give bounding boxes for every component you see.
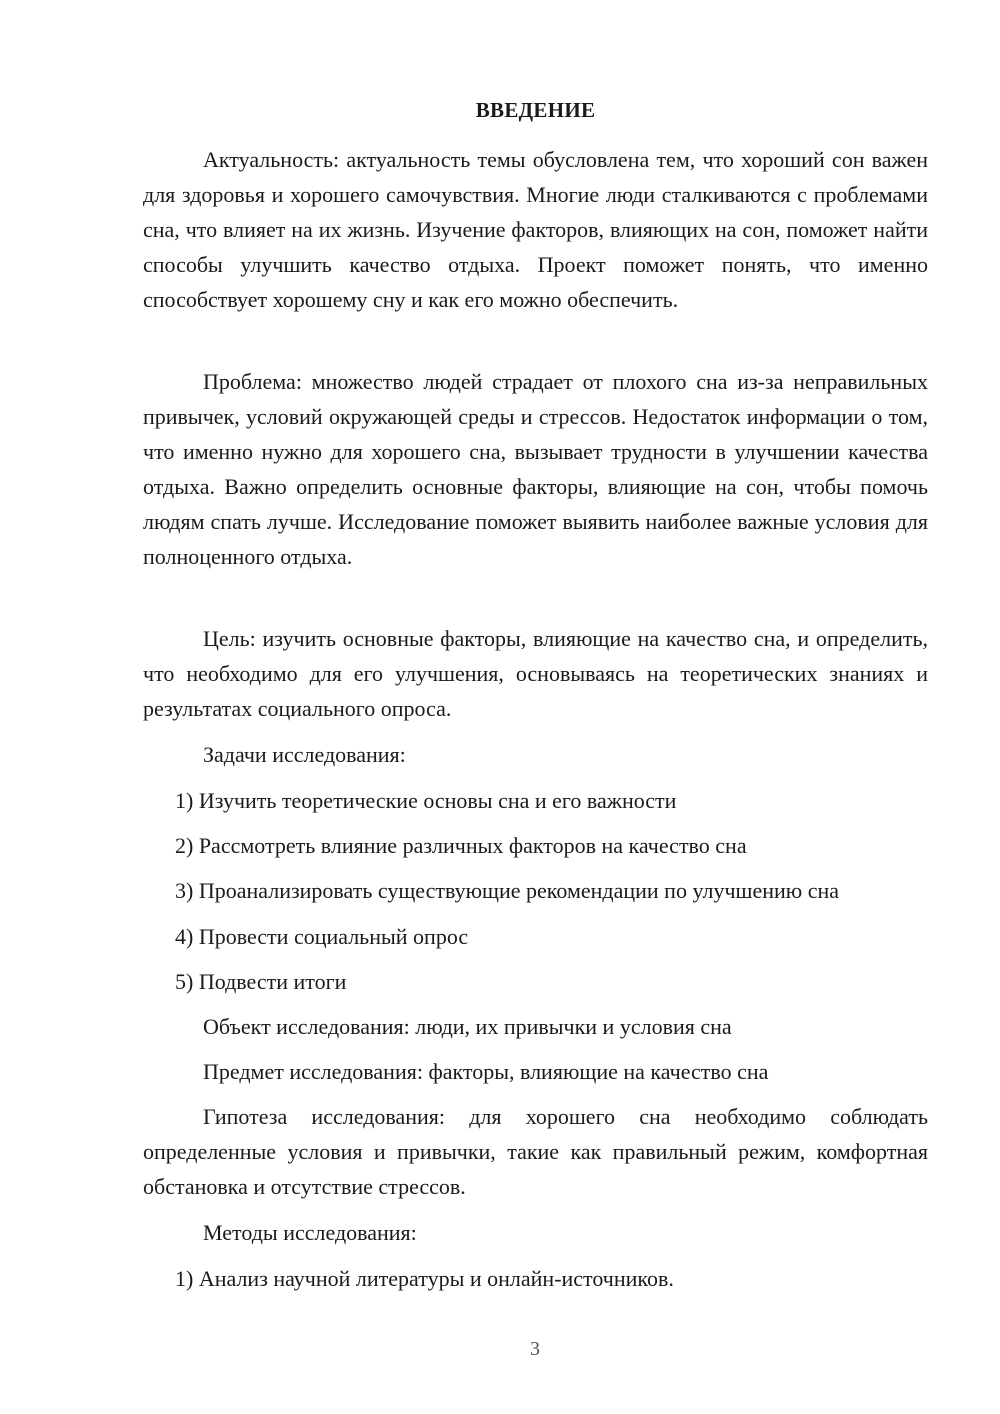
task-item: 1) Изучить теоретические основы сна и его важности: [175, 788, 677, 813]
problem-paragraph: Проблема: множество людей страдает от плохого сна из-за неправильных привычек, условий окружающей среды и стрессов. Недостаток информации о том, что именно нужно для хорошего сна, вызывает трудности в улучшении качества отдыха. Важно определить основные факторы, влияющие на сон, чтобы помочь людям спать лучше. Исследование поможет выявить наиболее важные условия для полноценного отдыха.: [143, 369, 928, 569]
tasks-heading: Задачи исследования:: [203, 742, 406, 767]
task-item: 3) Проанализировать существующие рекомендации по улучшению сна: [175, 878, 840, 903]
research-subject: Предмет исследования: факторы, влияющие на качество сна: [203, 1059, 769, 1084]
page-title: ВВЕДЕНИЕ: [475, 98, 596, 122]
task-item: 5) Подвести итоги: [175, 969, 347, 994]
research-object: Объект исследования: люди, их привычки и условия сна: [203, 1014, 732, 1039]
methods-heading: Методы исследования:: [203, 1220, 417, 1245]
goal-paragraph: Цель: изучить основные факторы, влияющие на качество сна, и определить, что необходимо для его улучшения, основываясь на теоретических знаниях и результатах социального опроса.: [143, 626, 928, 721]
relevance-paragraph: Актуальность: актуальность темы обусловлена тем, что хороший сон важен для здоровья и хорошего самочувствия. Многие люди сталкиваются с проблемами сна, что влияет на их жизнь. Изучение факторов, влияющих на сон, поможет найти способы улучшить качество отдыха. Проект поможет понять, что именно способствует хорошему сну и как его можно обеспечить.: [143, 147, 928, 312]
page-number: 3: [530, 1338, 540, 1360]
method-item: 1) Анализ научной литературы и онлайн-источников.: [175, 1266, 674, 1291]
task-item: 4) Провести социальный опрос: [175, 924, 469, 949]
hypothesis-paragraph: Гипотеза исследования: для хорошего сна необходимо соблюдать определенные условия и привычки, такие как правильный режим, комфортная обстановка и отсутствие стрессов.: [143, 1104, 928, 1199]
task-item: 2) Рассмотреть влияние различных факторов на качество сна: [175, 833, 747, 858]
